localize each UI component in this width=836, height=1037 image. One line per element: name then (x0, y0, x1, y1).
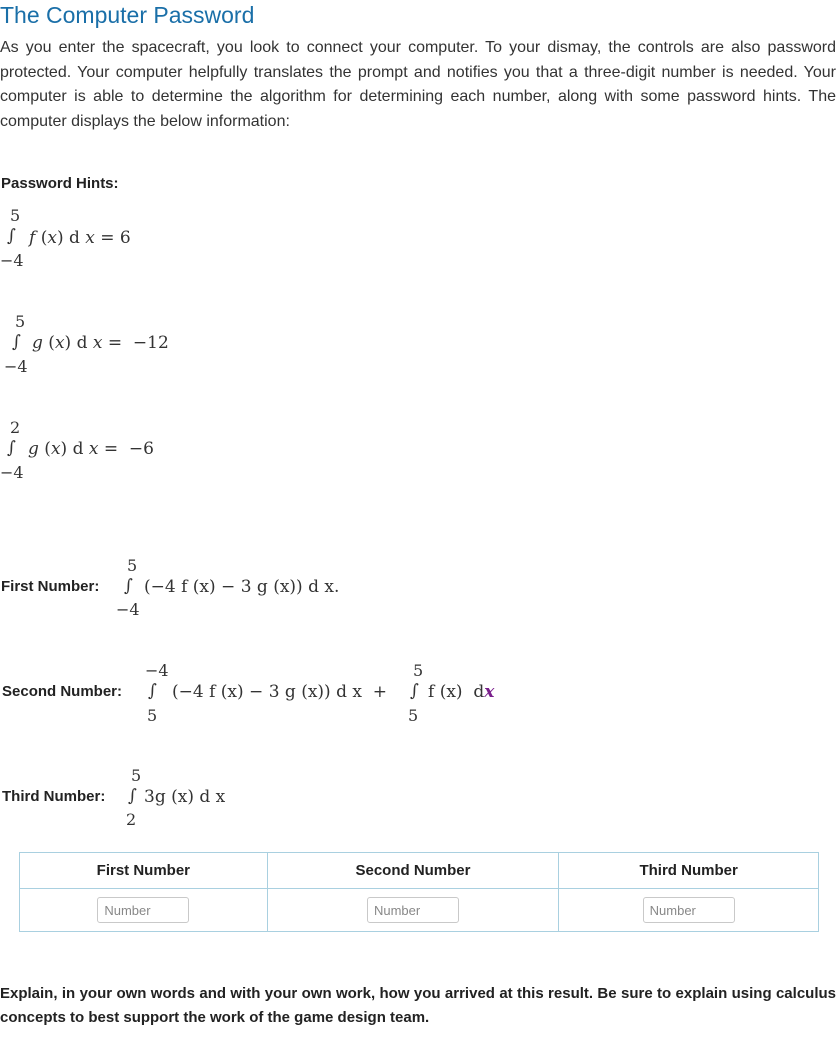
first-number-input[interactable] (97, 897, 189, 923)
second-number-label: Second Number: (2, 683, 123, 700)
lower-limit: 2 (126, 810, 137, 829)
lower-limit: −4 (0, 251, 24, 270)
lower-limit: −4 (4, 357, 28, 376)
integral-sign: ∫ (410, 681, 419, 701)
integration-variable: x (484, 682, 495, 702)
hints-label: Password Hints: (1, 175, 119, 192)
second-number-cell (267, 889, 559, 932)
first-number-cell (20, 889, 268, 932)
second-number-header: Second Number (267, 853, 559, 889)
integral-sign: ∫ (148, 681, 157, 701)
integrand (428, 682, 494, 702)
intro-paragraph: As you enter the spacecraft, you look to connect your computer. To your dismay, the controls are also password protected. Your computer helpfully translates the prompt and notifies you that a three-digit number is needed. Your computer is able to determine the algorithm for determining each number, along with some password hints. The computer displays the below information: (0, 39, 836, 130)
table-header-row (20, 853, 819, 889)
upper-limit: 5 (131, 766, 142, 785)
page-title: The Computer Password (0, 2, 255, 28)
integrand-text: f (x) d (428, 682, 485, 702)
lower-limit: −4 (0, 463, 24, 482)
table-input-row (20, 889, 819, 932)
upper-limit: 5 (15, 312, 26, 331)
integral-sign: ∫ (12, 332, 21, 352)
lower-limit: −4 (116, 600, 140, 619)
integrand: g (x) d x = −6 (28, 439, 154, 459)
hint-value: = 6 (100, 228, 131, 248)
integral-sign: ∫ (124, 576, 133, 596)
upper-limit: 5 (10, 206, 21, 225)
first-number-header: First Number (20, 853, 268, 889)
third-number-header: Third Number (559, 853, 819, 889)
upper-limit: 5 (413, 661, 424, 680)
integral-sign: ∫ (7, 438, 16, 458)
third-number-label: Third Number: (2, 788, 106, 805)
third-number-cell (559, 889, 819, 932)
explain-prompt: Explain, in your own words and with your own work, how you arrived at this result. Be sure to explain using calculus concepts to best support the work of the game design team. (0, 985, 836, 1026)
integral-sign: ∫ (7, 226, 16, 246)
integrand: (−4 f (x) − 3 g (x)) d x. (144, 577, 340, 597)
first-number-label: First Number: (1, 578, 100, 595)
integral-sign: ∫ (128, 786, 137, 806)
lower-limit: 5 (408, 706, 419, 725)
upper-limit: 2 (10, 418, 21, 437)
integrand: f (x) d x = 6 (29, 228, 131, 248)
second-number-input[interactable] (367, 897, 459, 923)
function-name: g (28, 439, 39, 459)
answer-table (19, 852, 819, 932)
integrand: g (x) d x = −12 (32, 333, 169, 353)
integrand: 3g (x) d x (144, 787, 226, 807)
lower-limit: 5 (147, 706, 158, 725)
third-number-input[interactable] (643, 897, 735, 923)
hint-value: = −6 (103, 439, 154, 459)
upper-limit: −4 (145, 661, 169, 680)
hint-value: = −12 (107, 333, 169, 353)
function-name: f (29, 228, 36, 248)
upper-limit: 5 (127, 556, 138, 575)
function-name: g (32, 333, 43, 353)
integrand: (−4 f (x) − 3 g (x)) d x + (172, 682, 388, 702)
